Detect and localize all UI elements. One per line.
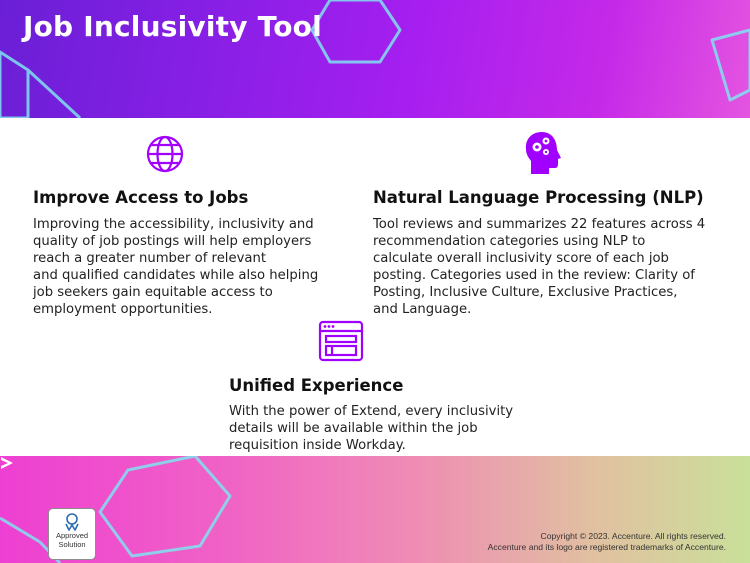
browser-window-icon — [318, 320, 364, 362]
body-line: recommendation categories using NLP to — [373, 234, 646, 249]
badge-label — [49, 532, 95, 549]
globe-icon — [144, 133, 186, 175]
section-body-access — [33, 216, 318, 318]
body-line: details will be available within the job — [229, 421, 478, 436]
body-line: Tool reviews and summarizes 22 features across 4 — [373, 217, 706, 232]
body-line: employment opportunities. — [33, 302, 213, 317]
body-line: posting. Categories used in the review: Clarity of — [373, 268, 695, 283]
section-title-access: Improve Access to Jobs — [33, 188, 249, 207]
page-title: Job Inclusivity Tool — [23, 10, 322, 43]
badge-label-line: Approved — [55, 531, 89, 540]
body-line: job seekers gain equitable access to — [33, 285, 273, 300]
accenture-logo-icon — [0, 456, 14, 470]
body-line: and qualified candidates while also helping — [33, 268, 319, 283]
trademark-line: Accenture and its logo are registered trademarks of Accenture. — [487, 542, 726, 552]
body-line: With the power of Extend, every inclusivity — [229, 404, 514, 419]
brain-gears-icon — [523, 130, 563, 176]
footer-banner — [0, 456, 750, 563]
approved-solution-badge — [48, 508, 96, 560]
body-line: Posting, Inclusive Culture, Exclusive Practices, — [373, 285, 678, 300]
body-line: requisition inside Workday. — [229, 438, 406, 453]
body-line: Improving the accessibility, inclusivity and — [33, 217, 314, 232]
body-line: calculate overall inclusivity score of each job — [373, 251, 669, 266]
section-title-nlp: Natural Language Processing (NLP) — [373, 188, 704, 207]
body-line: reach a greater number of relevant — [33, 251, 266, 266]
copyright-line: Copyright © 2023. Accenture. All rights reserved. — [540, 531, 726, 541]
section-body-unified — [229, 403, 513, 454]
section-body-nlp — [373, 216, 705, 318]
body-line: quality of job postings will help employers — [33, 234, 312, 249]
section-title-unified: Unified Experience — [229, 376, 404, 395]
body-line: and Language. — [373, 302, 472, 317]
copyright-notice — [488, 531, 726, 553]
header-banner — [0, 0, 750, 118]
badge-label-line: Solution — [58, 539, 86, 549]
workday-w-icon — [64, 513, 80, 531]
